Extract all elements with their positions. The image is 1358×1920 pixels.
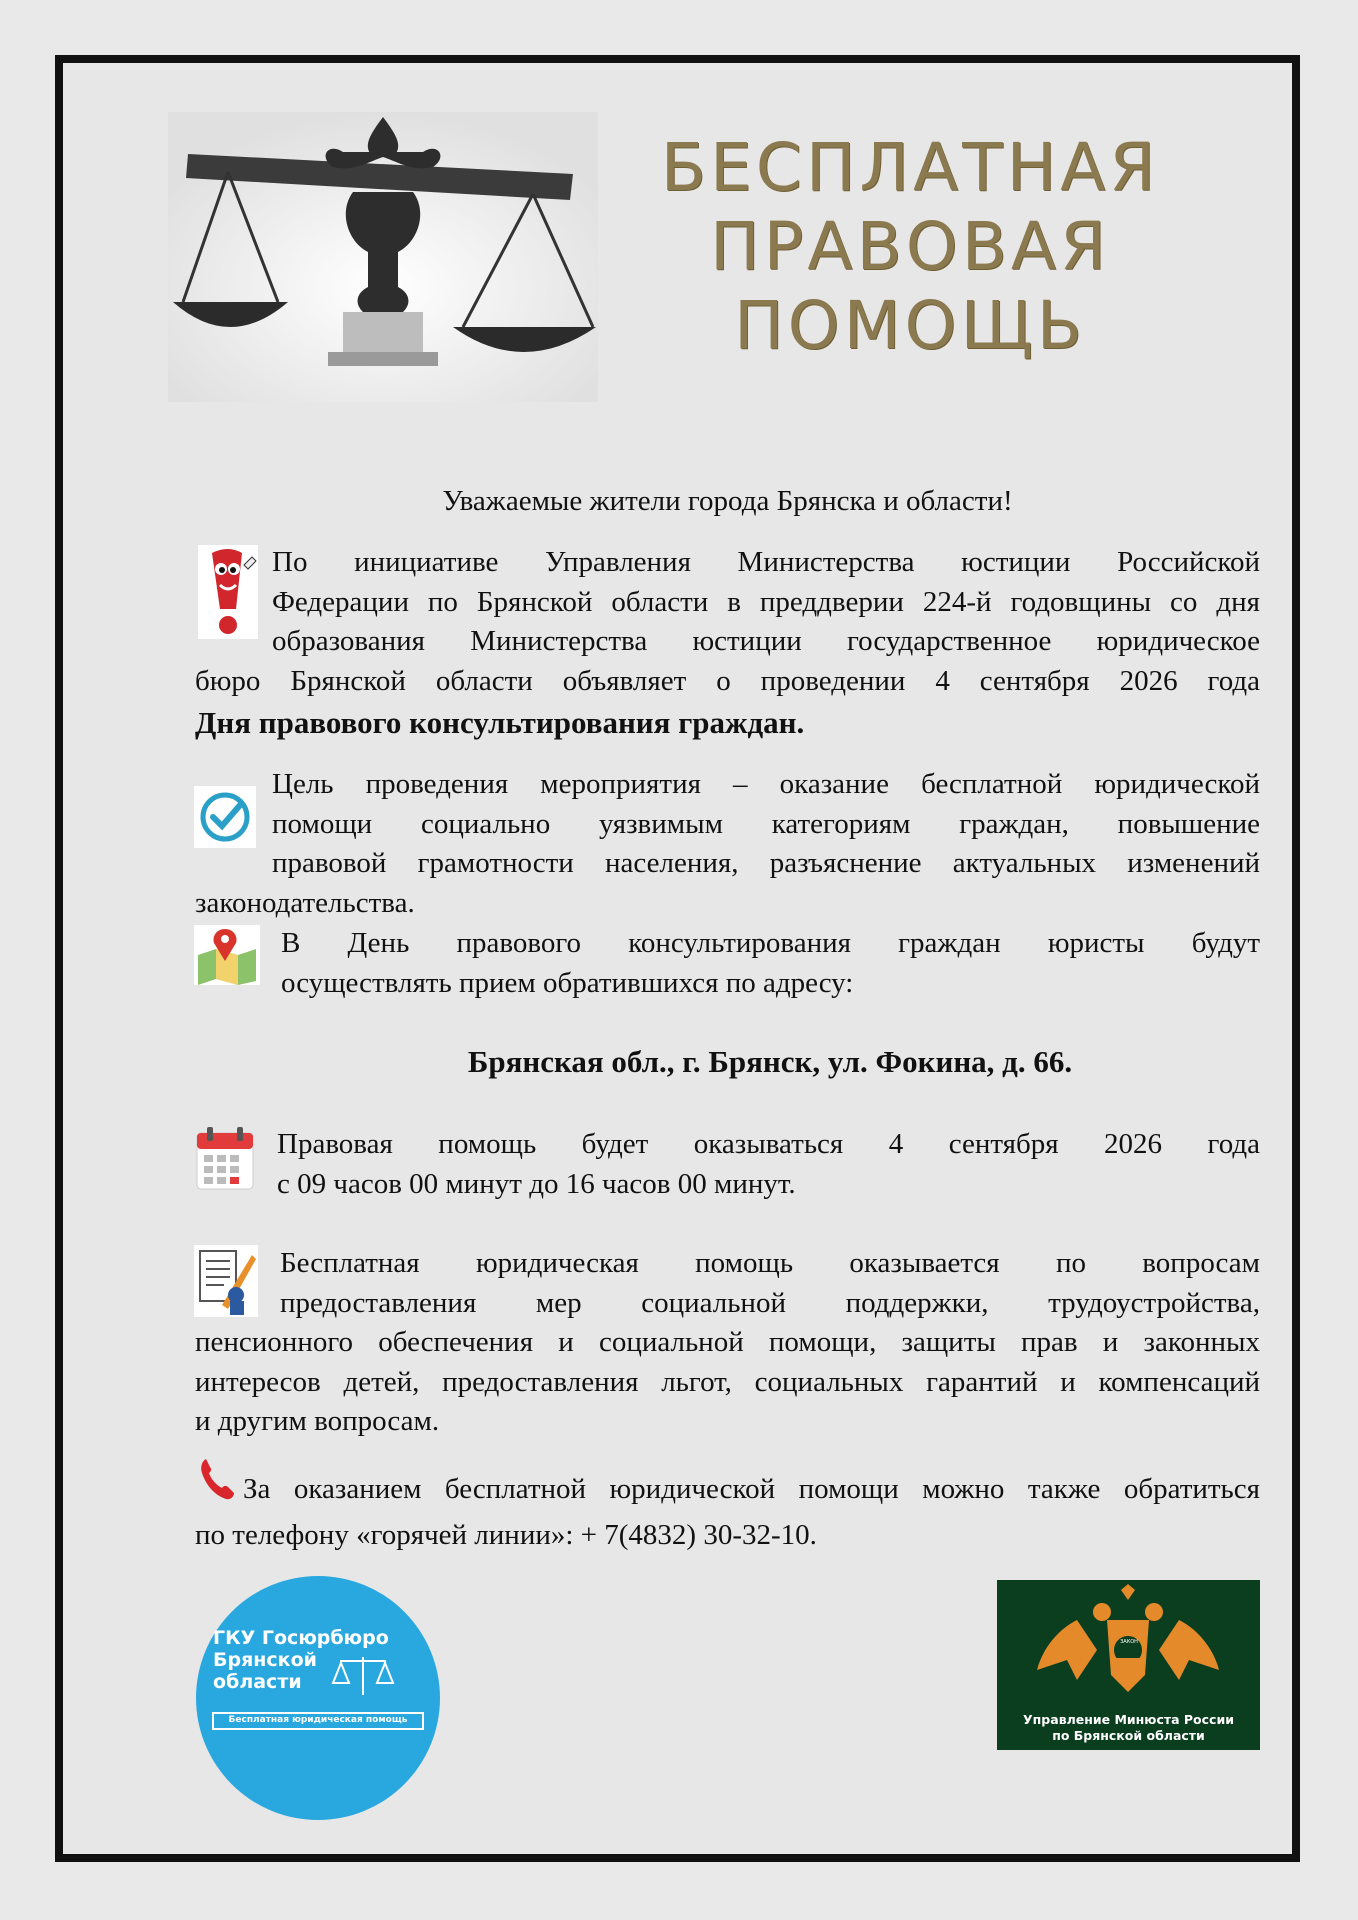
goal-line: законодательства.	[195, 886, 415, 919]
schedule-paragraph	[195, 1125, 1260, 1204]
title-line: ПРАВОВАЯ	[709, 208, 1111, 285]
goal-paragraph	[195, 765, 1260, 923]
title-line: ПОМОЩЬ	[734, 287, 1086, 364]
location-line: В День правового консультирования граждан юристы будут	[281, 927, 1260, 959]
hotline-paragraph	[195, 1466, 1260, 1558]
hotline-line: по телефону «горячей линии»: + 7(4832) 30-32-10.	[195, 1519, 817, 1551]
logo-left-line: области	[213, 1671, 302, 1693]
location-paragraph	[195, 924, 1260, 1003]
page-title	[610, 128, 1210, 365]
logo-right-line: Управление Минюста России	[1023, 1712, 1234, 1727]
topics-line: пенсионного обеспечения и социальной помощи, защиты прав и законных	[195, 1326, 1260, 1358]
goal-line: правовой грамотности населения, разъяснение актуальных изменений	[272, 847, 1260, 879]
logo-left-tagline: Бесплатная юридическая помощь	[228, 1715, 408, 1725]
logo-left-line: Брянской	[213, 1649, 317, 1671]
intro-line: бюро Брянской области объявляет о проведении 4 сентября 2026 года	[195, 664, 1260, 697]
address: Брянская обл., г. Брянск, ул. Фокина, д. 66.	[467, 1044, 1073, 1079]
topics-paragraph	[195, 1244, 1260, 1442]
minjust-logo	[997, 1580, 1260, 1750]
topics-line: предоставления мер социальной поддержки, трудоустройства,	[280, 1286, 1260, 1319]
topics-line: Бесплатная юридическая помощь оказывается по вопросам	[280, 1247, 1260, 1279]
event-name: Дня правового консультирования граждан.	[195, 705, 805, 740]
emblem-text: ЗАКОН	[1120, 1639, 1138, 1645]
title-line: БЕСПЛАТНАЯ	[660, 129, 1160, 206]
topics-line: интересов детей, предоставления льгот, социальных гарантий и компенсаций	[195, 1365, 1260, 1398]
location-line: осуществлять прием обратившихся по адресу:	[281, 966, 854, 999]
schedule-line: Правовая помощь будет оказываться 4 сентября 2026 года	[277, 1128, 1260, 1160]
schedule-line: с 09 часов 00 минут до 16 часов 00 минут.	[277, 1167, 796, 1200]
logo-left-line: ГКУ Госюрбюро	[213, 1627, 389, 1649]
intro-line: образования Министерства юстиции государственное юридическое	[272, 625, 1260, 657]
topics-line: и другим вопросам.	[195, 1405, 440, 1437]
intro-line: Федерации по Брянской области в преддверии 224-й годовщины со дня	[272, 585, 1260, 618]
scales-of-justice-icon	[168, 112, 598, 402]
hotline-line: За оказанием бесплатной юридической помощи можно также обратиться	[243, 1473, 1260, 1505]
goal-line: Цель проведения мероприятия – оказание бесплатной юридической	[272, 768, 1260, 800]
goal-line: помощи социально уязвимым категориям граждан, повышение	[272, 807, 1260, 840]
intro-paragraph	[195, 543, 1260, 701]
logo-right-line: по Брянской области	[1052, 1728, 1205, 1743]
gosyurburo-logo	[195, 1575, 441, 1821]
greeting: Уважаемые жители города Брянска и области!	[442, 485, 1013, 517]
intro-line: По инициативе Управления Министерства юстиции Российской	[272, 546, 1260, 578]
